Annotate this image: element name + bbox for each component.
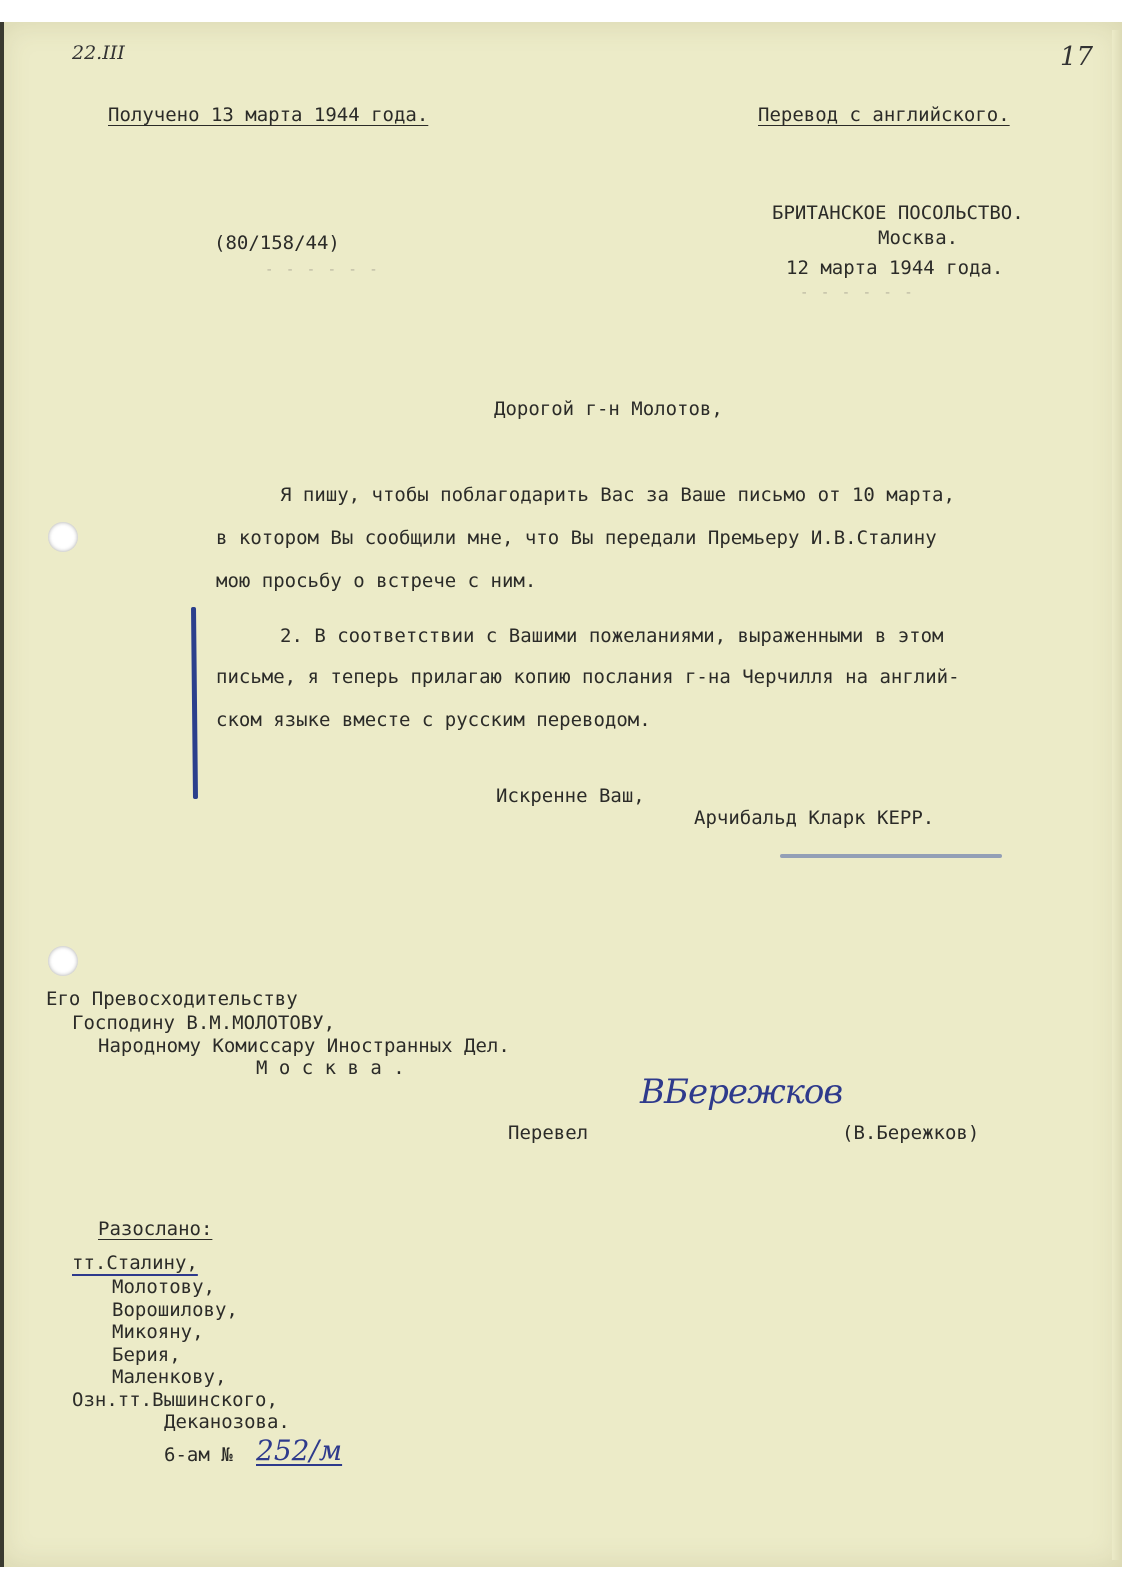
received-date: Получено 13 марта 1944 года. xyxy=(108,104,429,126)
paragraph1-line: мою просьбу о встрече с ним. xyxy=(216,570,537,592)
embassy-name: БРИТАНСКОЕ ПОСОЛЬСТВО. xyxy=(772,202,1024,224)
paragraph2-line: письме, я теперь прилагаю копию послания г-на Черчилля на англий- xyxy=(216,666,960,688)
recipient-line: Его Превосходительству xyxy=(46,988,298,1010)
recipient-line: Господину В.М.МОЛОТОВУ, xyxy=(72,1012,336,1034)
pencil-underline xyxy=(780,854,1002,858)
distribution-recipient: Озн.тт.Вышинского, xyxy=(72,1389,278,1411)
recipient-line: Народному Комиссару Иностранных Дел. xyxy=(98,1035,510,1057)
paper-right-edge xyxy=(1112,30,1122,1560)
ink-smudge: - - - - - - xyxy=(800,285,915,301)
distribution-recipient: Молотову, xyxy=(112,1276,215,1298)
page-number: 17 xyxy=(1060,42,1094,72)
paragraph1-line: Я пишу, чтобы поблагодарить Вас за Ваше письмо от 10 марта, xyxy=(280,484,955,506)
closing: Искренне Ваш, xyxy=(496,785,645,807)
distribution-recipient: Микояну, xyxy=(112,1321,204,1343)
copies-label: 6-ам № xyxy=(164,1444,233,1466)
recipient-line: М о с к в а . xyxy=(256,1057,405,1079)
translation-note: Перевод с английского. xyxy=(758,104,1010,126)
punch-hole-top xyxy=(48,522,78,552)
distribution-recipient: Деканозова. xyxy=(164,1411,290,1433)
distribution-recipient: Маленкову, xyxy=(112,1366,227,1388)
top-left-note: 22.III xyxy=(72,42,125,64)
sender-signature: Арчибальд Кларк КЕРР. xyxy=(694,807,935,829)
ink-smudge: - - - - - - xyxy=(265,262,380,278)
copies-number: 252/м xyxy=(256,1434,343,1467)
distribution-heading: Разослано: xyxy=(98,1218,213,1240)
punch-hole-bottom xyxy=(48,946,78,976)
paragraph2-line: ском языке вместе с русским переводом. xyxy=(216,709,651,731)
scan-edge xyxy=(0,22,4,1567)
translator-handwritten-signature: ВБережков xyxy=(640,1072,843,1112)
embassy-city: Москва. xyxy=(878,227,959,249)
distribution-recipient: тт.Сталину, xyxy=(72,1252,198,1274)
letter-date: 12 марта 1944 года. xyxy=(786,257,1004,279)
translator-name: (В.Бережков) xyxy=(842,1122,980,1144)
distribution-recipient: Берия, xyxy=(112,1344,181,1366)
paragraph1-line: в котором Вы сообщили мне, что Вы передали Премьеру И.В.Сталину xyxy=(216,527,937,549)
salutation: Дорогой г-н Молотов, xyxy=(494,398,723,420)
translator-label: Перевел xyxy=(508,1122,589,1144)
distribution-recipient: Ворошилову, xyxy=(112,1299,238,1321)
reference-number: (80/158/44) xyxy=(214,232,340,254)
paragraph2-line: 2. В соответствии с Вашими пожеланиями, выраженными в этом xyxy=(280,625,944,647)
